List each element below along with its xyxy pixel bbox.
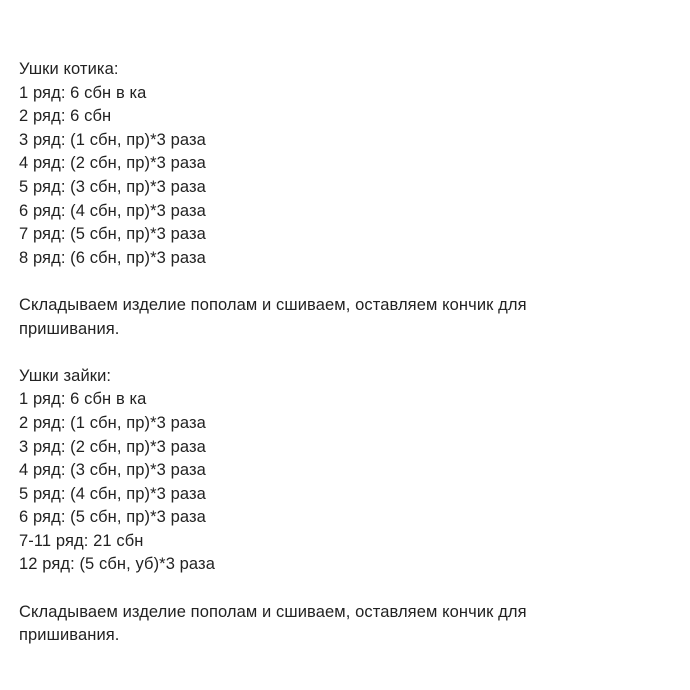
instruction-note-line: Складываем изделие пополам и сшиваем, оставляем кончик для [19, 602, 527, 621]
instruction-note-line: Складываем изделие пополам и сшиваем, оставляем кончик для [19, 295, 527, 314]
pattern-row: 4 ряд: (3 сбн, пр)*3 раза [19, 461, 206, 480]
spacer [19, 270, 639, 294]
pattern-row: 3 ряд: (1 сбн, пр)*3 раза [19, 130, 206, 149]
pattern-row: 6 ряд: (5 сбн, пр)*3 раза [19, 508, 206, 527]
document-body [19, 58, 639, 648]
pattern-row: 7 ряд: (5 сбн, пр)*3 раза [19, 225, 206, 244]
pattern-row: 5 ряд: (3 сбн, пр)*3 раза [19, 177, 206, 196]
section-title-bunny-ears: Ушки зайки: [19, 366, 112, 385]
pattern-row: 1 ряд: 6 сбн в ка [19, 83, 147, 102]
pattern-row: 2 ряд: (1 сбн, пр)*3 раза [19, 413, 206, 432]
instruction-note-line: пришивания. [19, 319, 120, 338]
spacer [19, 577, 639, 601]
pattern-row: 7-11 ряд: 21 сбн [19, 531, 144, 550]
pattern-row: 2 ряд: 6 сбн [19, 107, 112, 126]
instruction-note-line: пришивания. [19, 626, 120, 645]
section-title-cat-ears: Ушки котика: [19, 60, 119, 78]
pattern-row: 3 ряд: (2 сбн, пр)*3 раза [19, 437, 206, 456]
pattern-row: 8 ряд: (6 сбн, пр)*3 раза [19, 248, 206, 267]
pattern-row: 6 ряд: (4 сбн, пр)*3 раза [19, 201, 206, 220]
pattern-row: 5 ряд: (4 сбн, пр)*3 раза [19, 484, 206, 503]
pattern-row: 1 ряд: 6 сбн в ка [19, 390, 147, 409]
pattern-row: 4 ряд: (2 сбн, пр)*3 раза [19, 154, 206, 173]
spacer [19, 341, 639, 365]
pattern-row: 12 ряд: (5 сбн, уб)*3 раза [19, 555, 215, 574]
